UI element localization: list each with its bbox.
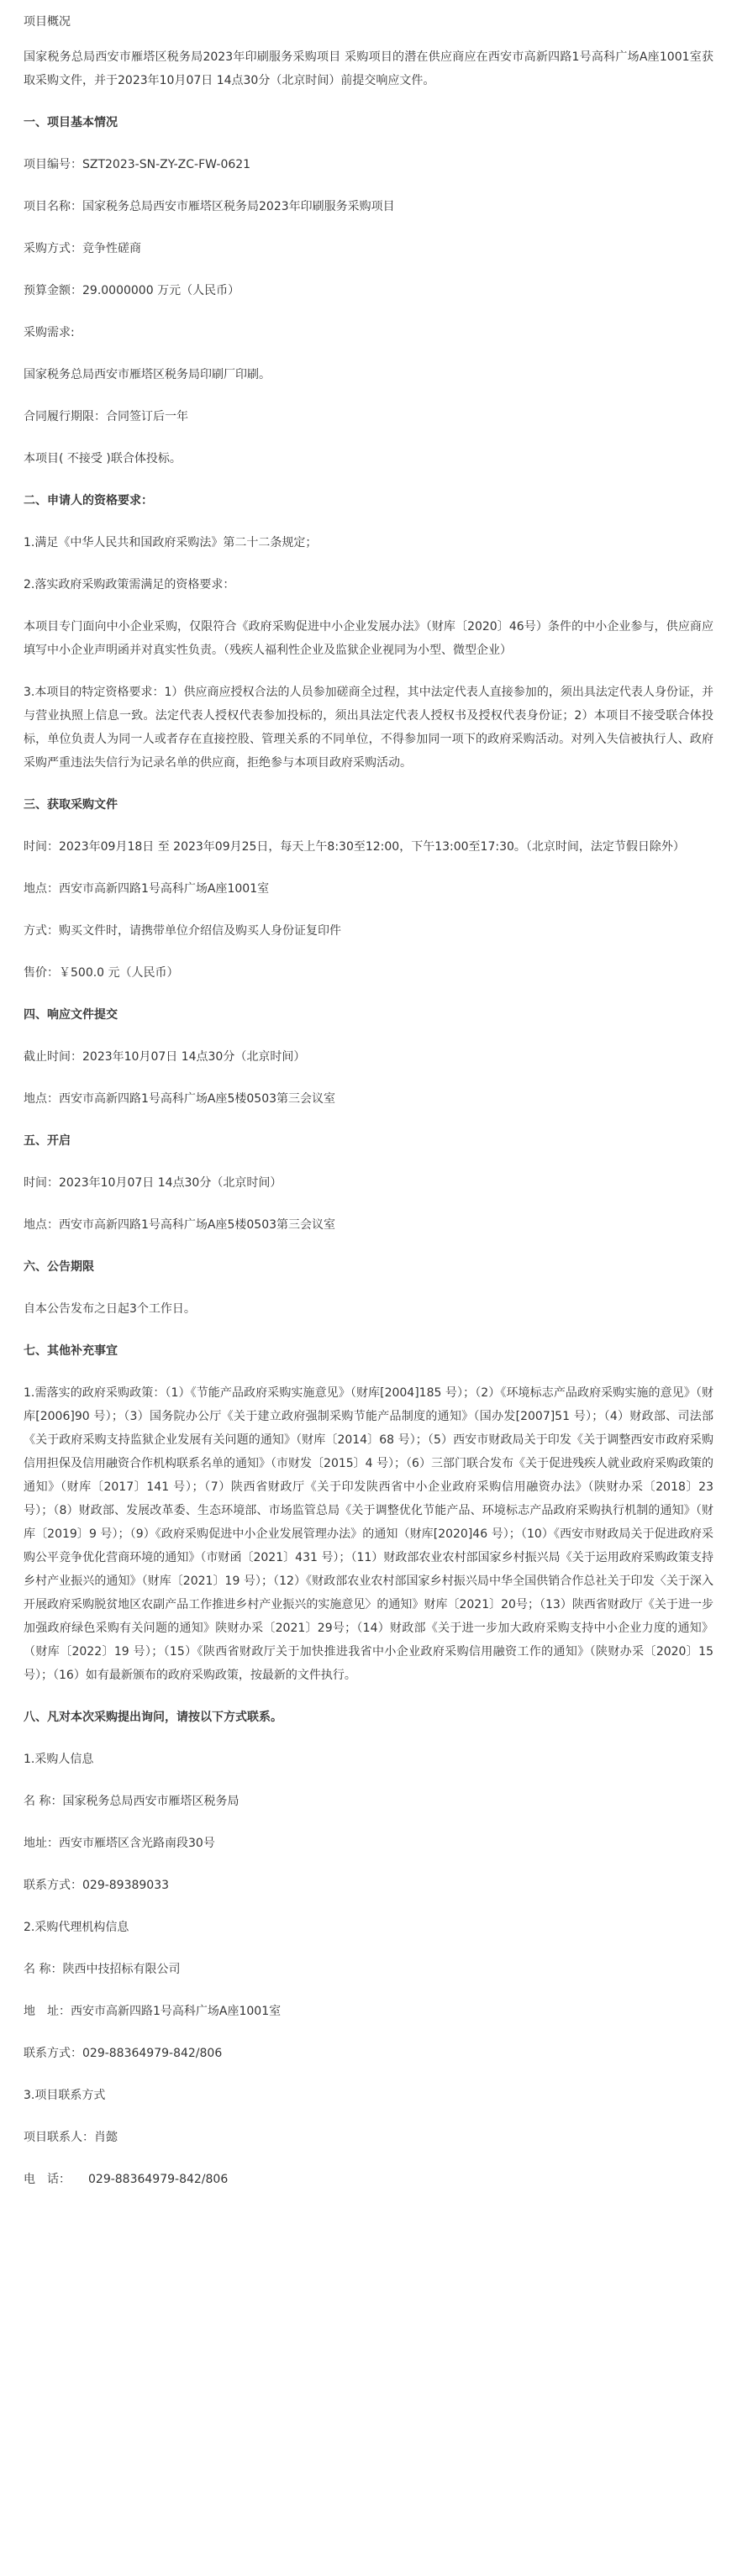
section-heading-notice-period: 六、公告期限 [24,1260,94,1274]
project-contact-person: 项目联系人：肖懿 [24,2131,118,2144]
section-heading-opening: 五、开启 [24,1134,71,1148]
project-number: 项目编号：SZT2023-SN-ZY-ZC-FW-0621 [24,158,251,171]
opening-time: 时间：2023年10月07日 14点30分（北京时间） [24,1176,282,1190]
section-heading-supplementary: 七、其他补充事宜 [24,1344,118,1358]
qualification-item-1: 1.满足《中华人民共和国政府采购法》第二十二条规定； [24,536,318,549]
buyer-contact: 联系方式：029-89389033 [24,1879,170,1892]
section-heading-basic-info: 一、项目基本情况 [24,116,118,129]
section-heading-contact: 八、凡对本次采购提出询问，请按以下方式联系。 [24,1711,282,1724]
agency-name: 名 称：陕西中技招标有限公司 [24,1963,181,1976]
supplementary-text: 1.需落实的政府采购政策：（1）《节能产品政府采购实施意见》（财库[2004]185 号）；（2）《环境标志产品政府采购实施的意见》（财库[2006]90 号）；（3）国务院办公厅《关于建立政府强制采购节能产品制度的通知》（国办发[2007]51 号）；（4）财政部、司法部《关于政府采购支持监狱企业发展有关问题的通知》（财库〔2014〕68 号）；（5）西安市财政局关于印发《关于调整西安市政府采购信用担保及信用融资合作机构联系名单的通知》（市财发〔2015〕4 号）；（6）三部门联合发布《关于促进残疾人就业政府采购政策的通知》（财库〔2017〕141 号）；（7）陕西省财政厅《关于印发陕西省中小企业政府采购信用融资办法》（陕财办采〔2018〕23 号）；（8）财政部、发展改革委、生态环境部、市场监管总局《关于调整优化节能产品、环境标志产品政府采购执行机制的通知》（财库〔2019〕9 号）；（9）《政府采购促进中小企业发展管理办法》的通知（财库[2020]46 号）；（10）《西安市财政局关于促进政府采购公平竞争优化营商环境的通知》（市财函〔2021〕431 号）；（11）财政部农业农村部国家乡村振兴局《关于运用政府采购政策支持乡村产业振兴的通知》（财库〔2021〕19 号）；（12）《财政部农业农村部国家乡村振兴局中华全国供销合作总社关于印发〈关于深入开展政府采购脱贫地区农副产品工作推进乡村产业振兴的实施意见〉的通知》财库〔2021〕20号；（13）陕西省财政厅《关于进一步加强政府绿色采购有关问题的通知》陕财办采〔2021〕29号；（14）财政部《关于进一步加大政府采购支持中小企业力度的通知》（财库〔2022〕19 号）；（15）《陕西省财政厅关于加快推进我省中小企业政府采购信用融资工作的通知》（陕财办采〔2020〕15 号）；（16）如有最新颁布的政府采购政策，按最新的文件执行。 [24,1386,713,1682]
procurement-method: 采购方式：竞争性磋商 [24,242,141,255]
agency-contact: 联系方式：029-88364979-842/806 [24,2047,223,2060]
obtain-time: 时间：2023年09月18日 至 2023年09月25日，每天上午8:30至12:00，下午13:00至17:30。（北京时间，法定节假日除外） [24,840,685,854]
buyer-heading: 1.采购人信息 [24,1753,94,1766]
buyer-name: 名 称：国家税务总局西安市雁塔区税务局 [24,1795,240,1808]
qualification-item-2: 2.落实政府采购政策需满足的资格要求： [24,578,235,591]
budget-amount: 预算金额：29.0000000 万元（人民币） [24,284,240,297]
demand-label: 采购需求: [24,326,75,339]
contract-period: 合同履行期限：合同签订后一年 [24,410,188,423]
consortium-note: 本项目( 不接受 )联合体投标。 [24,452,182,465]
qualification-item-2-detail: 本项目专门面向中小企业采购，仅限符合《政府采购促进中小企业发展办法》（财库〔2020〕46号）条件的中小企业参与，供应商应填写中小企业声明函并对真实性负责。（残疾人福利性企业及监狱企业视同为小型、微型企业） [24,620,713,657]
project-contact-heading: 3.项目联系方式 [24,2089,106,2102]
submission-place: 地点：西安市高新四路1号高科广场A座5楼0503第三会议室 [24,1092,336,1106]
buyer-address: 地址：西安市雁塔区含光路南段30号 [24,1837,215,1850]
agency-address: 地 址：西安市高新四路1号高科广场A座1001室 [24,2005,282,2018]
section-heading-obtain-documents: 三、获取采购文件 [24,798,118,812]
obtain-method: 方式：购买文件时，请携带单位介绍信及购买人身份证复印件 [24,924,341,938]
notice-period-text: 自本公告发布之日起3个工作日。 [24,1302,196,1316]
opening-place: 地点：西安市高新四路1号高科广场A座5楼0503第三会议室 [24,1218,336,1232]
project-name: 项目名称：国家税务总局西安市雁塔区税务局2023年印刷服务采购项目 [24,200,395,213]
page-title: 项目概况 [24,15,71,29]
agency-heading: 2.采购代理机构信息 [24,1921,129,1934]
intro-paragraph: 国家税务总局西安市雁塔区税务局2023年印刷服务采购项目 采购项目的潜在供应商应在西安市高新四路1号高科广场A座1001室获取采购文件，并于2023年10月07日 14点30分（北京时间）前提交响应文件。 [24,50,713,87]
obtain-place: 地点：西安市高新四路1号高科广场A座1001室 [24,882,270,896]
submission-deadline: 截止时间：2023年10月07日 14点30分（北京时间） [24,1050,306,1064]
section-heading-submission: 四、响应文件提交 [24,1008,118,1022]
demand-text: 国家税务总局西安市雁塔区税务局印刷厂印刷。 [24,368,271,381]
section-heading-qualifications: 二、申请人的资格要求： [24,494,153,507]
qualification-item-3: 3.本项目的特定资格要求：1）供应商应授权合法的人员参加磋商全过程，其中法定代表人直接参加的，须出具法定代表人身份证，并与营业执照上信息一致。法定代表人授权代表参加投标的，须出具法定代表人授权书及授权代表身份证；2）本项目不接受联合体投标，单位负责人为同一人或者存在直接控股、管理关系的不同单位，不得参加同一项下的政府采购活动。对列入失信被执行人、政府采购严重违法失信行为记录名单的供应商，拒绝参与本项目政府采购活动。 [24,686,713,770]
document-price: 售价：￥500.0 元（人民币） [24,966,179,980]
project-contact-phone: 电 话： 029-88364979-842/806 [24,2173,229,2186]
